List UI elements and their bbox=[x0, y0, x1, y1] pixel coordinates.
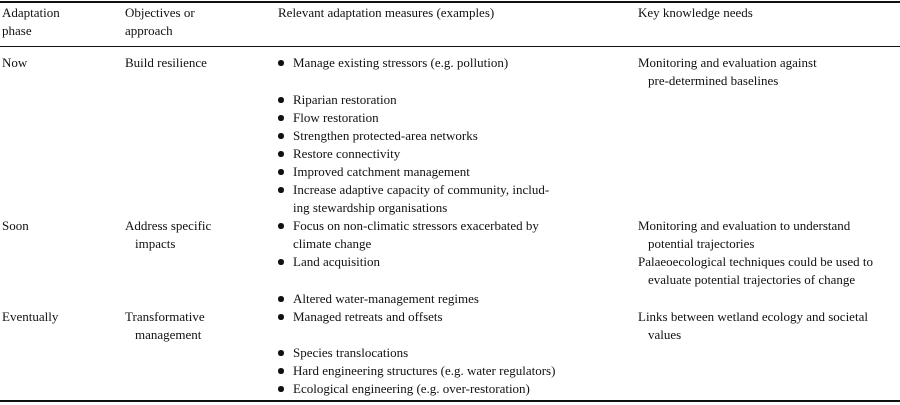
bullet-icon bbox=[278, 60, 284, 66]
header-objectives-line-2: approach bbox=[125, 23, 173, 38]
bullet-icon bbox=[278, 169, 284, 175]
row-now-phase: Now bbox=[2, 55, 28, 70]
list-item: Land acquisition bbox=[278, 253, 380, 271]
header-objectives-line-1: Objectives or bbox=[125, 5, 195, 20]
list-item: Increase adaptive capacity of community, includ- ing stewardship organisations bbox=[278, 181, 549, 217]
row-now-objective: Build resilience bbox=[125, 55, 207, 70]
list-item: Restore connectivity bbox=[278, 145, 400, 163]
row-soon-knowledge: Monitoring and evaluation to understand potential trajectories Palaeoecological techniques could be used to evaluate potential trajectories of change bbox=[638, 218, 874, 287]
header-phase-line-2: phase bbox=[2, 23, 32, 38]
bullet-icon bbox=[278, 151, 284, 157]
row-soon-phase: Soon bbox=[2, 218, 29, 233]
list-item: Altered water-management regimes bbox=[278, 290, 479, 308]
bullet-icon bbox=[278, 187, 284, 193]
bullet-icon bbox=[278, 97, 284, 103]
row-soon-objective: Address specific impacts bbox=[125, 218, 212, 251]
header-phase-line-1: Adaptation bbox=[2, 5, 60, 20]
list-item: Focus on non-climatic stressors exacerbated by climate change bbox=[278, 217, 539, 253]
table-bottom-rule bbox=[0, 400, 900, 402]
list-item: Strengthen protected-area networks bbox=[278, 127, 478, 145]
list-item: Flow restoration bbox=[278, 109, 379, 127]
header-objectives bbox=[125, 4, 195, 40]
row-eventually-knowledge: Links between wetland ecology and societal values bbox=[638, 309, 868, 342]
list-item: Hard engineering structures (e.g. water regulators) bbox=[278, 362, 555, 380]
row-eventually-phase: Eventually bbox=[2, 309, 59, 324]
table-top-rule bbox=[0, 1, 900, 3]
row-eventually-objective: Transformative management bbox=[125, 309, 205, 342]
bullet-icon bbox=[278, 259, 284, 265]
bullet-icon bbox=[278, 133, 284, 139]
list-item: Manage existing stressors (e.g. pollution) bbox=[278, 54, 508, 72]
bullet-icon bbox=[278, 115, 284, 121]
bullet-icon bbox=[278, 350, 284, 356]
bullet-icon bbox=[278, 223, 284, 229]
header-measures: Relevant adaptation measures (examples) bbox=[278, 5, 495, 20]
list-item: Ecological engineering (e.g. over-restoration) bbox=[278, 380, 530, 398]
list-item: Riparian restoration bbox=[278, 91, 397, 109]
bullet-icon bbox=[278, 314, 284, 320]
header-knowledge: Key knowledge needs bbox=[638, 5, 753, 20]
list-item: Improved catchment management bbox=[278, 163, 470, 181]
header-phase bbox=[2, 4, 60, 40]
list-item: Species translocations bbox=[278, 344, 408, 362]
list-item: Managed retreats and offsets bbox=[278, 308, 443, 326]
row-now-knowledge: Monitoring and evaluation against pre-determined baselines bbox=[638, 55, 817, 88]
bullet-icon bbox=[278, 386, 284, 392]
bullet-icon bbox=[278, 368, 284, 374]
table-header-rule bbox=[0, 46, 900, 47]
bullet-icon bbox=[278, 296, 284, 302]
